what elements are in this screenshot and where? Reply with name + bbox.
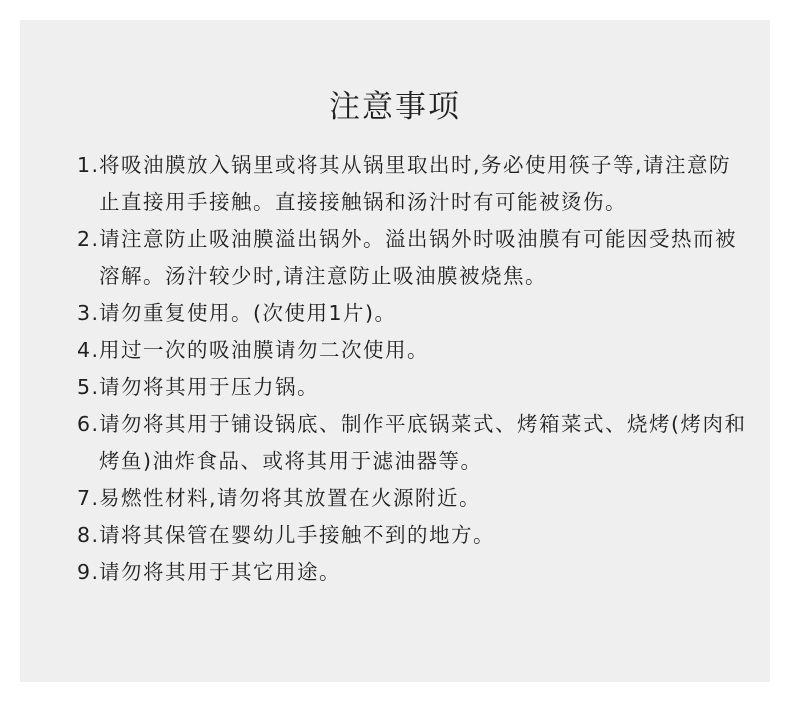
item-text: 用过一次的吸油膜请勿二次使用。 [99,338,429,362]
list-item [77,221,747,295]
item-text: 请勿重复使用。(次使用1片)。 [99,301,397,325]
item-text: 请勿将其用于其它用途。 [99,560,341,584]
item-number: 4. [77,338,100,362]
item-text: 易燃性材料,请勿将其放置在火源附近。 [99,486,482,510]
page-title: 注意事项 [329,89,461,125]
item-number: 2. [77,227,100,251]
item-number: 5. [77,375,100,399]
item-number: 1. [77,153,100,177]
list-item [77,147,747,221]
item-number: 3. [77,301,100,325]
item-number: 6. [77,412,100,436]
list-item [77,406,747,480]
list-item [77,517,747,554]
item-number: 8. [77,523,100,547]
item-text: 请注意防止吸油膜溢出锅外。溢出锅外时吸油膜有可能因受热而被溶解。汤汁较少时,请注意防止吸油膜被烧焦。 [99,227,737,288]
item-number: 7. [77,486,100,510]
list-item [77,332,747,369]
list-item [77,369,747,406]
list-item [77,480,747,517]
item-text: 请勿将其用于铺设锅底、制作平底锅菜式、烤箱菜式、烧烤(烤肉和烤鱼)油炸食品、或将其用于滤油器等。 [99,412,747,473]
notice-panel [20,20,770,682]
list-item [77,554,747,591]
item-text: 请将其保管在婴幼儿手接触不到的地方。 [99,523,495,547]
notice-list [77,147,747,591]
item-number: 9. [77,560,100,584]
list-item [77,295,747,332]
item-text: 将吸油膜放入锅里或将其从锅里取出时,务必使用筷子等,请注意防止直接用手接触。直接接触锅和汤汁时有可能被烫伤。 [99,153,732,214]
item-text: 请勿将其用于压力锅。 [99,375,319,399]
